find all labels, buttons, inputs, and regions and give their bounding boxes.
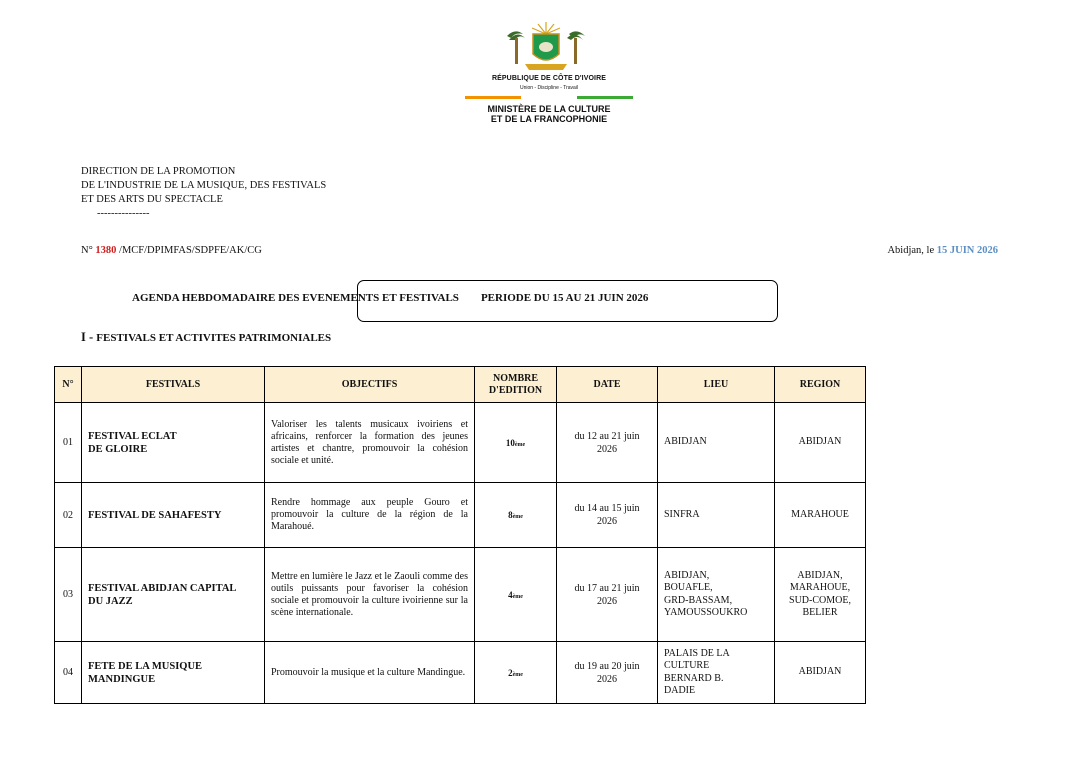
- row-objectif: Promouvoir la musique et la culture Mandingue.: [265, 642, 475, 704]
- lieu-line: BERNARD B.: [664, 672, 724, 684]
- row-edition: [475, 642, 557, 704]
- table-row: [55, 548, 866, 642]
- coat-of-arms-icon: [503, 20, 589, 74]
- row-lieu: [658, 403, 775, 483]
- row-date: [557, 548, 658, 642]
- header-festivals: FESTIVALS: [82, 367, 265, 403]
- section-numeral: I -: [81, 330, 94, 344]
- header-edition: [475, 367, 557, 403]
- row-region: [775, 483, 866, 548]
- header-edition-line-2: D'EDITION: [488, 384, 543, 396]
- date-line-1: du 19 au 20 juin: [574, 660, 640, 672]
- edition-suffix: ème: [514, 441, 526, 448]
- section-title: FESTIVALS ET ACTIVITES PATRIMONIALES: [96, 332, 332, 344]
- date-line-1: du 12 au 21 juin: [574, 430, 640, 442]
- row-number: 03: [55, 548, 82, 642]
- festival-line-2: DE GLOIRE: [88, 443, 148, 455]
- header-region: REGION: [775, 367, 866, 403]
- date-line-1: du 14 au 15 juin: [574, 503, 640, 514]
- reference-number: [81, 245, 262, 256]
- region-line: MARAHOUE: [791, 508, 849, 520]
- direction-separator: ---------------: [97, 208, 150, 219]
- direction-line-2: DE L'INDUSTRIE DE LA MUSIQUE, DES FESTIVALS: [81, 180, 327, 191]
- dateline-date: 15 JUIN 2026: [936, 245, 998, 256]
- region-line: SUD-COMOE,: [789, 594, 851, 606]
- lieu-line: ABIDJAN: [664, 436, 707, 448]
- lieu-line: CULTURE: [664, 660, 710, 671]
- table-row: [55, 642, 866, 704]
- header-lieu: LIEU: [658, 367, 775, 403]
- row-objectif: Mettre en lumière le Jazz et le Zaouli comme des outils puissants pour favoriser la cohésion sociale et promouvoir la culture ivoirienne sur la scène internationale.: [265, 548, 475, 642]
- edition-number: 2: [508, 667, 513, 678]
- date-line-2: 2026: [597, 443, 617, 455]
- edition-number: 4: [508, 589, 513, 600]
- date-line-2: 2026: [597, 673, 617, 685]
- flag-bar: [465, 96, 633, 99]
- festival-line-1: FESTIVAL ECLAT: [88, 430, 177, 442]
- edition-number: 8: [508, 510, 513, 520]
- edition-suffix: ème: [512, 671, 523, 678]
- table-row: [55, 403, 866, 483]
- lieu-line: ABIDJAN,: [664, 569, 710, 581]
- row-lieu: [658, 548, 775, 642]
- row-lieu: [658, 642, 775, 704]
- row-edition: [475, 483, 557, 548]
- lieu-line: GRD-BASSAM,: [664, 594, 733, 606]
- row-edition: [475, 548, 557, 642]
- lieu-line: YAMOUSSOUKRO: [664, 607, 748, 618]
- row-festival: [82, 483, 265, 548]
- festival-line-1: FESTIVAL DE SAHAFESTY: [88, 509, 222, 521]
- row-festival: [82, 642, 265, 704]
- date-line-1: du 17 au 21 juin: [574, 582, 640, 594]
- region-line: BELIER: [802, 607, 838, 618]
- row-region: [775, 403, 866, 483]
- edition-number: 10: [505, 437, 515, 448]
- reference-prefix: N°: [81, 245, 93, 256]
- ministry-line-1: MINISTÈRE DE LA CULTURE: [487, 104, 611, 114]
- header-no: N°: [55, 367, 82, 403]
- agenda-period: PERIODE DU 15 AU 21 JUIN 2026: [480, 292, 649, 304]
- reference-num: 1380: [95, 245, 117, 256]
- region-line: ABIDJAN: [798, 666, 842, 678]
- festival-line-2: MANDINGUE: [88, 673, 156, 685]
- row-objectif: Rendre hommage aux peuple Gouro et promouvoir la culture de la région de la Marahoué.: [265, 483, 475, 548]
- row-number: 04: [55, 642, 82, 704]
- row-festival: [82, 403, 265, 483]
- edition-suffix: ème: [512, 593, 523, 600]
- row-region: [775, 548, 866, 642]
- header-edition-line-1: NOMBRE: [493, 372, 538, 384]
- direction-line-1: DIRECTION DE LA PROMOTION: [81, 166, 236, 177]
- lieu-line: DADIE: [664, 685, 696, 696]
- dateline-place: Abidjan, le: [887, 245, 935, 256]
- row-region: [775, 642, 866, 704]
- date-line-2: 2026: [597, 516, 617, 527]
- row-number: 02: [55, 483, 82, 548]
- row-lieu: [658, 483, 775, 548]
- header-date: DATE: [557, 367, 658, 403]
- agenda-title: AGENDA HEBDOMADAIRE DES EVENEMENTS ET FESTIVALS: [132, 292, 459, 304]
- agenda-heading: [132, 292, 648, 304]
- date-line-2: 2026: [597, 595, 617, 607]
- dateline: [887, 245, 998, 256]
- festival-line-2: DU JAZZ: [88, 595, 133, 607]
- lieu-line: BOUAFLE,: [664, 582, 713, 593]
- table-header-row: [55, 367, 866, 403]
- ministry-title: [440, 104, 658, 124]
- row-date: [557, 483, 658, 548]
- region-line: ABIDJAN,: [797, 569, 843, 581]
- header-objectifs: OBJECTIFS: [265, 367, 475, 403]
- row-date: [557, 642, 658, 704]
- region-line: ABIDJAN: [798, 436, 842, 448]
- festival-line-1: FESTIVAL ABIDJAN CAPITAL: [88, 582, 237, 594]
- reference-suffix: /MCF/DPIMFAS/SDPFE/AK/CG: [119, 245, 262, 256]
- table-row: [55, 483, 866, 548]
- festival-line-1: FETE DE LA MUSIQUE: [88, 660, 203, 672]
- lieu-line: SINFRA: [664, 508, 700, 520]
- festivals-table: [54, 366, 866, 704]
- direction-block: [81, 165, 326, 221]
- ministry-line-2: ET DE LA FRANCOPHONIE: [490, 114, 608, 124]
- row-edition: [475, 403, 557, 483]
- row-objectif: Valoriser les talents musicaux ivoiriens et africains, renforcer la formation des jeunes artistes et chantre, promouvoir la cohésion sociale et unité.: [265, 403, 475, 483]
- republic-motto: Union - Discipline - Travail: [519, 85, 579, 91]
- section-heading: [81, 330, 331, 345]
- lieu-line: PALAIS DE LA: [664, 647, 730, 659]
- edition-suffix: ème: [512, 514, 523, 520]
- row-festival: [82, 548, 265, 642]
- direction-line-3: ET DES ARTS DU SPECTACLE: [81, 194, 223, 205]
- republic-title: RÉPUBLIQUE DE CÔTE D'IVOIRE: [491, 75, 607, 82]
- row-number: 01: [55, 403, 82, 483]
- row-date: [557, 403, 658, 483]
- region-line: MARAHOUE,: [789, 582, 851, 593]
